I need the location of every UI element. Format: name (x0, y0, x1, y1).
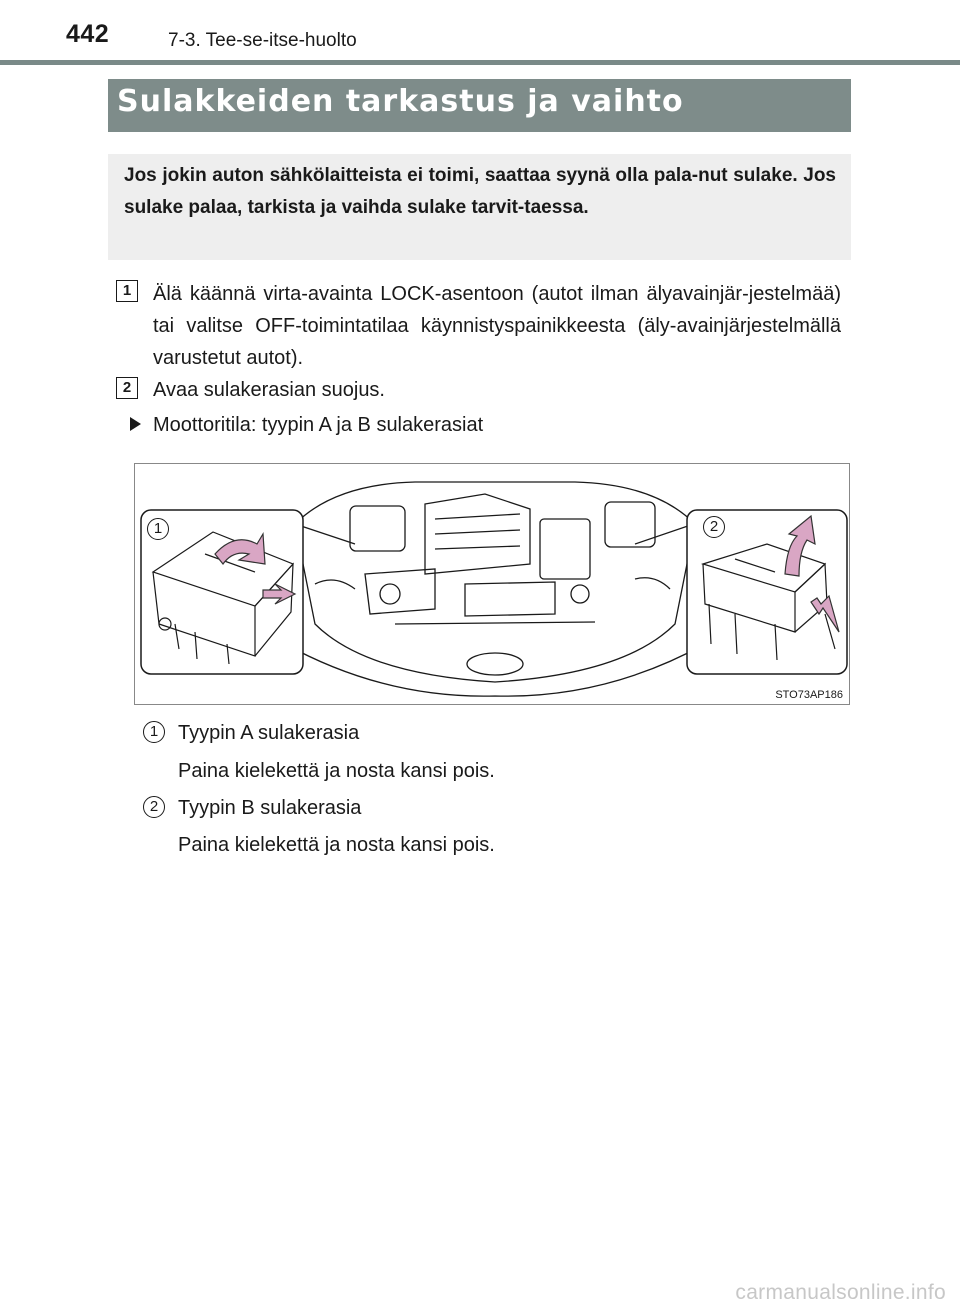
callout-1: 1 (147, 518, 169, 540)
step-1-text: Älä käännä virta-avainta LOCK-asentoon (autot ilman älyavainjär-jestelmää) tai valitse OFF-toimintatilaa käynnistyspainikkeesta (äly-avainjärjestelmällä varustetut autot). (153, 283, 841, 369)
bullet-text: Moottoritila: tyypin A ja B sulakerasiat (153, 414, 484, 436)
watermark: carmanualsonline.info (735, 1281, 946, 1304)
legend-1-desc: Paina kielekettä ja nosta kansi pois. (178, 760, 495, 782)
page-title: Sulakkeiden tarkastus ja vaihto (117, 84, 684, 119)
legend-1-title: Tyypin A sulakerasia (178, 722, 360, 744)
engine-figure (134, 463, 850, 705)
callout-2: 2 (703, 516, 725, 538)
bullet-item (130, 414, 483, 437)
page-number: 442 (66, 20, 110, 48)
figure-code: STO73AP186 (775, 689, 843, 701)
step-1-badge: 1 (116, 280, 138, 302)
legend-2-desc: Paina kielekettä ja nosta kansi pois. (178, 834, 495, 856)
header-rule (0, 60, 960, 65)
legend-2-title: Tyypin B sulakerasia (178, 797, 362, 819)
section-label: 7-3. Tee-se-itse-huolto (168, 30, 357, 51)
step-2-badge: 2 (116, 377, 138, 399)
intro-text: Jos jokin auton sähkölaitteista ei toimi, saattaa syynä olla pala-nut sulake. Jos sulake palaa, tarkista ja vaihda sulake tarvit-taessa. (124, 165, 836, 218)
step-2-text: Avaa sulakerasian suojus. (153, 379, 385, 401)
legend-2-number: 2 (143, 796, 165, 818)
legend-1-number: 1 (143, 721, 165, 743)
engine-illustration (135, 464, 851, 706)
bullet-arrow-icon (130, 417, 141, 431)
